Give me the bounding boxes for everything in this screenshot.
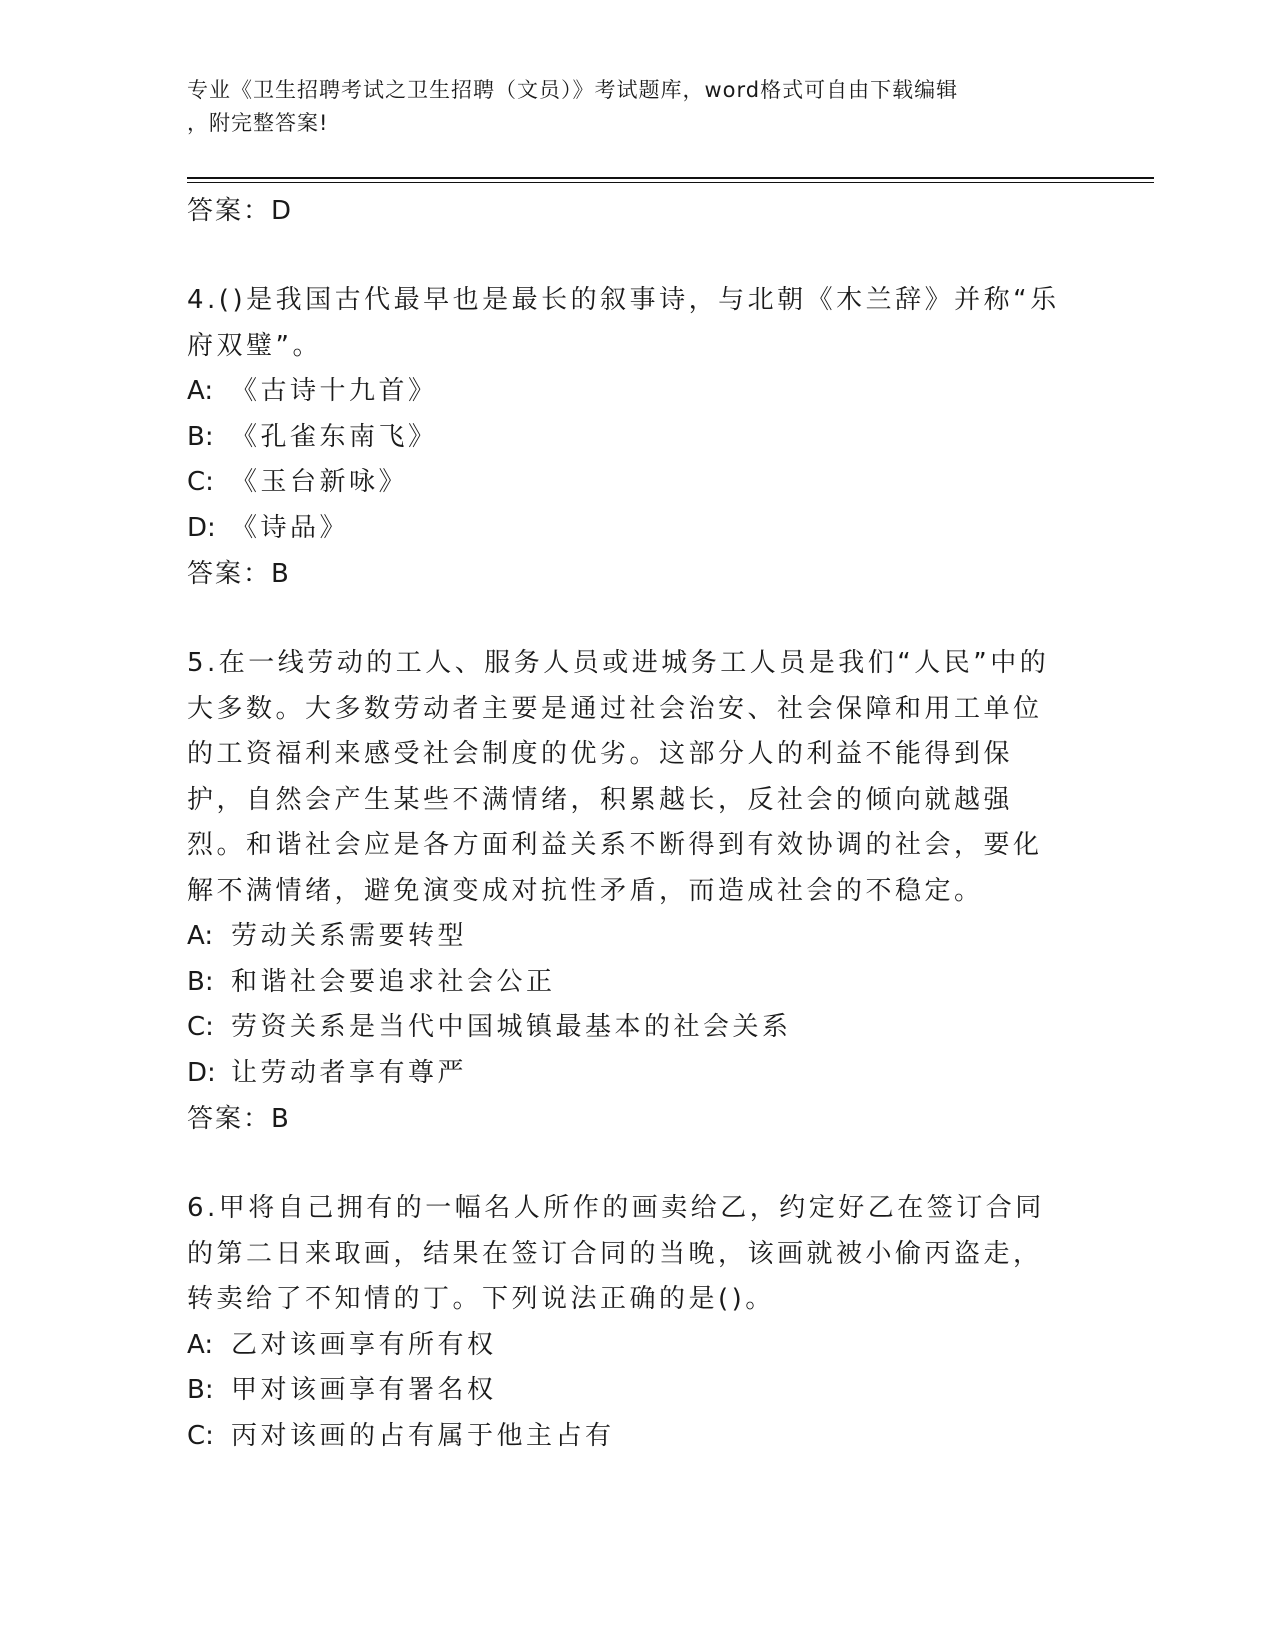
option-c xyxy=(187,460,1067,506)
option-key: A: xyxy=(187,376,214,406)
option-key: C: xyxy=(187,1012,214,1042)
option-c xyxy=(187,1005,1067,1051)
option-key: B: xyxy=(187,1375,214,1405)
option-b xyxy=(187,960,1067,1006)
header-line-1: 专业《卫生招聘考试之卫生招聘（文员）》考试题库，word格式可自由下载编辑 xyxy=(187,78,959,102)
option-a xyxy=(187,1323,1067,1369)
option-text: 甲对该画享有署名权 xyxy=(231,1375,497,1405)
question-list xyxy=(187,188,1067,1459)
question-5 xyxy=(187,641,1067,1142)
question-text: 5.在一线劳动的工人、服务人员或进城务工人员是我们“人民”中的大多数。大多数劳动者主要是通过社会治安、社会保障和用工单位的工资福利来感受社会制度的优劣。这部分人的利益不能得到保护，自然会产生某些不满情绪，积累越长，反社会的倾向就越强烈。和谐社会应是各方面利益关系不断得到有效协调的社会，要化解不满情绪，避免演变成对抗性矛盾，而造成社会的不稳定。 xyxy=(187,648,1050,906)
option-text: 和谐社会要追求社会公正 xyxy=(231,966,556,997)
question-4 xyxy=(187,278,1067,597)
header-divider-thick xyxy=(187,177,1154,179)
option-b xyxy=(187,415,1067,461)
option-key: C: xyxy=(187,467,214,497)
option-key: A: xyxy=(187,1329,214,1360)
page-header xyxy=(187,74,1067,140)
header-divider-thin xyxy=(187,182,1154,183)
option-d xyxy=(187,1051,1067,1097)
question-text: 4.()是我国古代最早也是最长的叙事诗，与北朝《木兰辞》并称“乐府双璧”。 xyxy=(187,285,1060,361)
option-text: 劳动关系需要转型 xyxy=(231,921,468,951)
option-key: C: xyxy=(187,1420,214,1451)
option-key: D: xyxy=(187,512,216,543)
option-key: D: xyxy=(187,1057,216,1088)
question-text: 6.甲将自己拥有的一幅名人所作的画卖给乙，约定好乙在签订合同的第二日来取画，结果在签订合同的当晚，该画就被小偷丙盗走，转卖给了不知情的丁。下列说法正确的是()。 xyxy=(187,1193,1045,1314)
option-c xyxy=(187,1414,1067,1460)
previous-answer: 答案：D xyxy=(187,196,294,226)
question-6 xyxy=(187,1186,1067,1459)
option-d xyxy=(187,506,1067,552)
option-text: 《诗品》 xyxy=(231,512,350,543)
option-text: 丙对该画的占有属于他主占有 xyxy=(231,1420,615,1451)
option-text: 《玉台新咏》 xyxy=(231,467,409,497)
option-text: 让劳动者享有尊严 xyxy=(231,1057,468,1088)
header-line-2: ，附完整答案! xyxy=(187,111,329,135)
option-key: B: xyxy=(187,966,214,997)
option-text: 乙对该画享有所有权 xyxy=(231,1329,497,1360)
option-key: A: xyxy=(187,921,214,951)
answer: 答案：B xyxy=(187,559,291,589)
option-b xyxy=(187,1368,1067,1414)
answer: 答案：B xyxy=(187,1104,291,1134)
option-text: 《古诗十九首》 xyxy=(231,376,438,406)
option-key: B: xyxy=(187,421,214,452)
option-text: 劳资关系是当代中国城镇最基本的社会关系 xyxy=(231,1012,792,1042)
option-a xyxy=(187,914,1067,960)
option-a xyxy=(187,369,1067,415)
option-text: 《孔雀东南飞》 xyxy=(231,421,438,452)
